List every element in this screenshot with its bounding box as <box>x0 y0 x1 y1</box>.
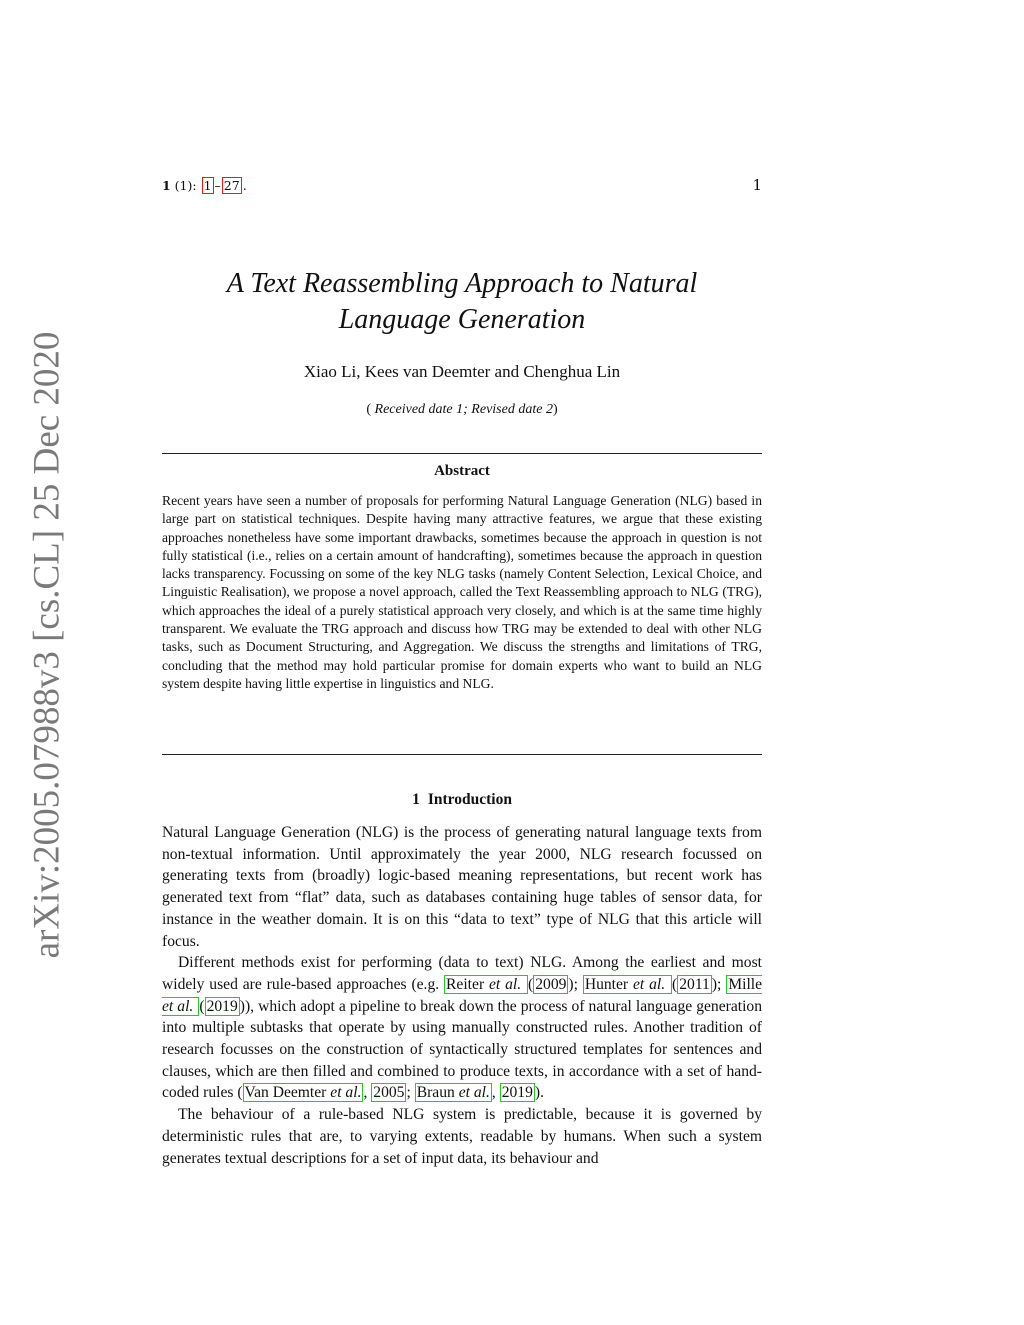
abstract-text: Recent years have seen a number of proposals for performing Natural Language Generation (NLG) based in large part on statistical techniques. Despite having many attractive features, we argue that these existing approaches nonetheless have some important drawbacks, sometimes because the approach in question is not fully statistical (i.e., relies on a certain amount of handcrafting), sometimes because the approach in question lacks transparency. Focussing on some of the key NLG tasks (namely Content Selection, Lexical Choice, and Linguistic Realisation), we propose a novel approach, called the Text Reassembling approach to NLG (TRG), which approaches the ideal of a purely statistical approach very closely, and which is at the same time highly transparent. We evaluate the TRG approach and discuss how TRG may be extended to deal with other NLG tasks, such as Document Structuring, and Aggregation. We discuss the strengths and limitations of TRG, concluding that the method may hold particular promise for domain experts who want to build an NLG system despite having little expertise in linguistics and NLG. <box>162 493 762 691</box>
p2-text-2: ), which adopt a pipeline to break down the process of natural language generation into multiple subtasks that operate by using manually constructed rules. Another tradition of research focusses on the construction of syntactically structured templates for sentences and clauses, which are then filled and combined to produce texts, in accordance with a set of hand-coded rules ( <box>162 997 763 1102</box>
title-line-2: Language Generation <box>338 304 586 335</box>
p2-text-1: Different methods exist for performing (data to text) NLG. Among the earliest and most widely used are rule-based approaches (e.g. <box>162 954 762 993</box>
author-list: Xiao Li, Kees van Deemter and Chenghua Lin <box>303 362 621 381</box>
citation-mille-name[interactable]: Mille et al. <box>162 975 763 1015</box>
paragraph-1: Natural Language Generation (NLG) is the process of generating natural language texts from non-textual information. Until approximately the year 2000, NLG research focussed on generating texts from (broadly) logic-based meaning representations, but recent work has generated text from “flat” data, such as databases containing huge tables of sensor data, for instance in the weather domain. It is on this “data to text” type of NLG that this article will focus. <box>162 824 762 950</box>
paragraph-2: Different methods exist for performing (data to text) NLG. Among the earliest and most widely used are rule-based approaches (e.g. Reiter et al. ( 2009 ); Hunter et al. ( 2011 ); Mille et al. ( 2019 )), which adopt a pipeline to break down the process of natural language generation into multiple subtasks that operate by using manually constructed rules. Another tradition of research focusses on the construction of syntactically structured templates for sentences and clauses, which are then filled and combined to produce texts, in accordance with a set of hand-coded rules ( Van Deemter et al. , 2005 ; Braun et al. , 2019 ). <box>162 954 763 1102</box>
citation-vandeemter-name[interactable]: Van Deemter et al. <box>244 1084 362 1102</box>
received-dates <box>162 402 762 418</box>
paper-title <box>162 266 762 338</box>
journal-citation <box>162 178 247 193</box>
citation-braun-year[interactable]: 2019 <box>501 1084 533 1102</box>
citation-mille-year[interactable]: 2019 <box>206 997 238 1015</box>
page-range-dash: – <box>214 178 221 193</box>
p2-text-3: ). <box>534 1084 544 1102</box>
abstract-top-rule <box>162 453 762 454</box>
citation-reiter-name[interactable]: Reiter et al. <box>444 975 528 994</box>
issue-number: (1): <box>170 178 201 193</box>
page-end-link[interactable]: 27 <box>223 178 240 193</box>
section-title: Introduction <box>427 791 512 808</box>
body-text <box>162 822 762 1169</box>
citation-period: . <box>242 178 247 193</box>
dates-text: Received date 1; Revised date 2 <box>374 402 553 417</box>
abstract-heading: Abstract <box>434 463 490 479</box>
paragraph-3: The behaviour of a rule-based NLG system is predictable, because it is governed by deterministic rules that are, to varying extents, readable by humans. When such a system generates textual descriptions for a set of input data, its behaviour and <box>162 1106 762 1167</box>
citation-hunter-name[interactable]: Hunter et al. <box>583 975 672 994</box>
citation-reiter-year[interactable]: 2009 <box>535 975 567 993</box>
citation-braun-name[interactable]: Braun et al. <box>416 1084 490 1102</box>
running-header <box>162 178 762 198</box>
dates-close-paren: ) <box>552 402 558 417</box>
section-number: 1 <box>412 791 420 808</box>
abstract-bottom-rule <box>162 754 762 755</box>
volume-number: 1 <box>162 178 171 193</box>
dates-open-paren: ( <box>366 402 375 417</box>
section-heading <box>162 791 762 809</box>
page-start-link[interactable]: 1 <box>203 178 212 193</box>
arxiv-identifier-stamp: arXiv:2005.07988v3 [cs.CL] 25 Dec 2020 <box>26 331 68 959</box>
page-number: 1 <box>752 176 762 194</box>
title-line-1: A Text Reassembling Approach to Natural <box>226 268 698 299</box>
citation-vandeemter-year[interactable]: 2005 <box>373 1084 405 1102</box>
citation-hunter-year[interactable]: 2011 <box>679 975 710 993</box>
